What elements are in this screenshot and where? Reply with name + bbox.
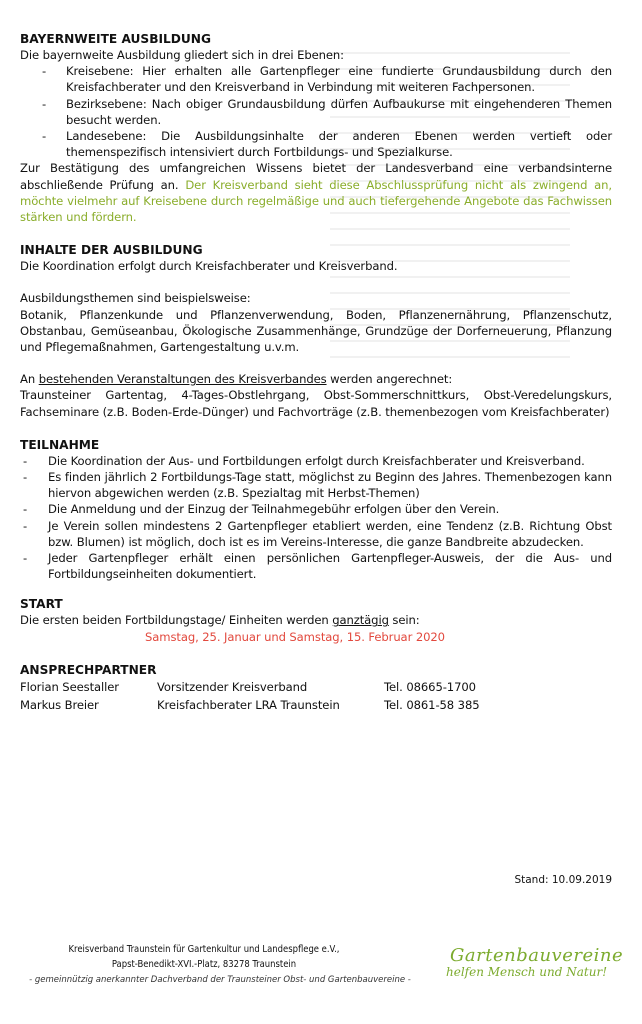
contact-role: Vorsitzender Kreisverband bbox=[157, 679, 308, 694]
list-item: - Es finden jährlich 2 Fortbildungs-Tage statt, möglichst zu Beginn des Jahres. Themenbezogen kann hiervon abgewichen werden (z.B. Spezialtag mit Herbst-Themen) bbox=[20, 469, 612, 501]
start-text bbox=[20, 612, 612, 628]
section-heading: START bbox=[20, 597, 63, 612]
events-prefix: An bbox=[20, 372, 36, 387]
contact-row bbox=[20, 679, 612, 697]
start-dates: Samstag, 25. Januar und Samstag, 15. Februar 2020 bbox=[145, 629, 445, 644]
list-item: - Kreisebene: Hier erhalten alle Gartenpfleger eine fundierte Grundausbildung durch den Kreisfachberater und den Kreisverband in Verbindung mit weiteren Fachpersonen. bbox=[42, 63, 612, 95]
section-heading: BAYERNWEITE AUSBILDUNG bbox=[20, 32, 212, 46]
list-item: - Landesebene: Die Ausbildungsinhalte der anderen Ebenen werden vertieft oder themenspezifisch intensiviert durch Fortbildungs- und Spezialkurse. bbox=[42, 128, 612, 160]
footer-note: - gemeinnützig anerkannter Dachverband der Traunsteiner Obst- und Gartenbauvereine - bbox=[29, 975, 411, 985]
logo-line1: Gartenbauvereine bbox=[450, 945, 624, 966]
themes-text: Botanik, Pflanzenkunde und Pflanzenverwendung, Boden, Pflanzenernährung, Pflanzenschutz, Obstanbau, Gemüseanbau, Ökologische Zusammenhänge, Grundzüge der Dorferneuerung, Pflanzung und Pflegemaßnahmen, Gartengestaltung u.v.m. bbox=[20, 307, 612, 355]
footer-org: Kreisverband Traunstein für Gartenkultur und Landespflege e.V., bbox=[68, 944, 340, 955]
start-suffix: sein: bbox=[392, 613, 420, 628]
contact-row bbox=[20, 697, 612, 715]
events-underlined: bestehenden Veranstaltungen des Kreisverbandes bbox=[38, 372, 327, 387]
stand-date: Stand: 10.09.2019 bbox=[514, 874, 612, 886]
events-label bbox=[20, 371, 612, 387]
section-bayernweite-ausbildung bbox=[20, 31, 612, 225]
contact-tel: Tel. 0861-58 385 bbox=[384, 697, 480, 712]
section-inhalte bbox=[20, 242, 612, 420]
section-intro: Die bayernweite Ausbildung gliedert sich in drei Ebenen: bbox=[20, 48, 344, 62]
list-item: - Bezirksebene: Nach obiger Grundausbildung dürfen Aufbaukurse mit eingehenderen Themen besucht werden. bbox=[42, 96, 612, 128]
themes-label: Ausbildungsthemen sind beispielsweise: bbox=[20, 291, 251, 306]
section-ansprechpartner bbox=[20, 662, 612, 715]
document-body bbox=[20, 31, 612, 715]
participation-list bbox=[20, 453, 612, 583]
start-prefix: Die ersten beiden Fortbildungstage/ Einheiten werden bbox=[20, 613, 329, 628]
section-teilnahme bbox=[20, 437, 612, 583]
list-item: - Die Anmeldung und der Einzug der Teilnahmegebühr erfolgen über den Verein. bbox=[20, 501, 612, 517]
gartenbauvereine-logo bbox=[438, 943, 624, 993]
logo-line2: helfen Mensch und Natur! bbox=[446, 965, 608, 979]
section-heading: ANSPRECHPARTNER bbox=[20, 662, 157, 677]
start-underlined: ganztägig bbox=[332, 613, 389, 628]
levels-list bbox=[20, 63, 612, 160]
section-heading: INHALTE DER AUSBILDUNG bbox=[20, 243, 203, 258]
footer bbox=[0, 943, 642, 1003]
events-list: Traunsteiner Gartentag, 4-Tages-Obstlehrgang, Obst-Sommerschnittkurs, Obst-Veredelungskurs, Fachseminare (z.B. Boden-Erde-Dünger) und Fachvorträge (z.B. themenbezogen vom Kreisfachberater) bbox=[20, 388, 612, 419]
contact-role: Kreisfachberater LRA Traunstein bbox=[157, 697, 340, 712]
list-item: - Je Verein sollen mindestens 2 Gartenpfleger etabliert werden, eine Tendenz (z.B. Richtung Obst bzw. Blumen) ist möglich, doch ist es im Vereins-Interesse, die ganze Bandbreite abzudecken. bbox=[20, 518, 612, 550]
closing-text: Zur Bestätigung des umfangreichen Wissens bietet der Landesverband eine verbandsinterne abschließende Prüfung an. bbox=[20, 161, 612, 192]
contact-name: Markus Breier bbox=[20, 697, 99, 712]
contacts-table bbox=[20, 679, 612, 715]
coordination-text: Die Koordination erfolgt durch Kreisfachberater und Kreisverband. bbox=[20, 259, 398, 274]
highlighted-note: Der Kreisverband sieht diese Abschlussprüfung nicht als zwingend an, möchte vielmehr auf Kreisebene durch regelmäßige und auch tiefergehende Angebote das Fachwissen stärken und fördern. bbox=[20, 177, 613, 225]
list-item: - Die Koordination der Aus- und Fortbildungen erfolgt durch Kreisfachberater und Kreisverband. bbox=[20, 453, 612, 469]
section-closing bbox=[20, 160, 612, 225]
contact-name: Florian Seestaller bbox=[20, 679, 119, 694]
footer-address: Papst-Benedikt-XVI.-Platz, 83278 Traunstein bbox=[111, 959, 297, 970]
list-item: - Jeder Gartenpfleger erhält einen persönlichen Gartenpfleger-Ausweis, der die Aus- und Fortbildungseinheiten dokumentiert. bbox=[20, 550, 612, 582]
section-heading: TEILNAHME bbox=[20, 437, 100, 452]
contact-tel: Tel. 08665-1700 bbox=[384, 679, 476, 694]
events-suffix: werden angerechnet: bbox=[330, 372, 453, 387]
section-start bbox=[20, 596, 612, 644]
